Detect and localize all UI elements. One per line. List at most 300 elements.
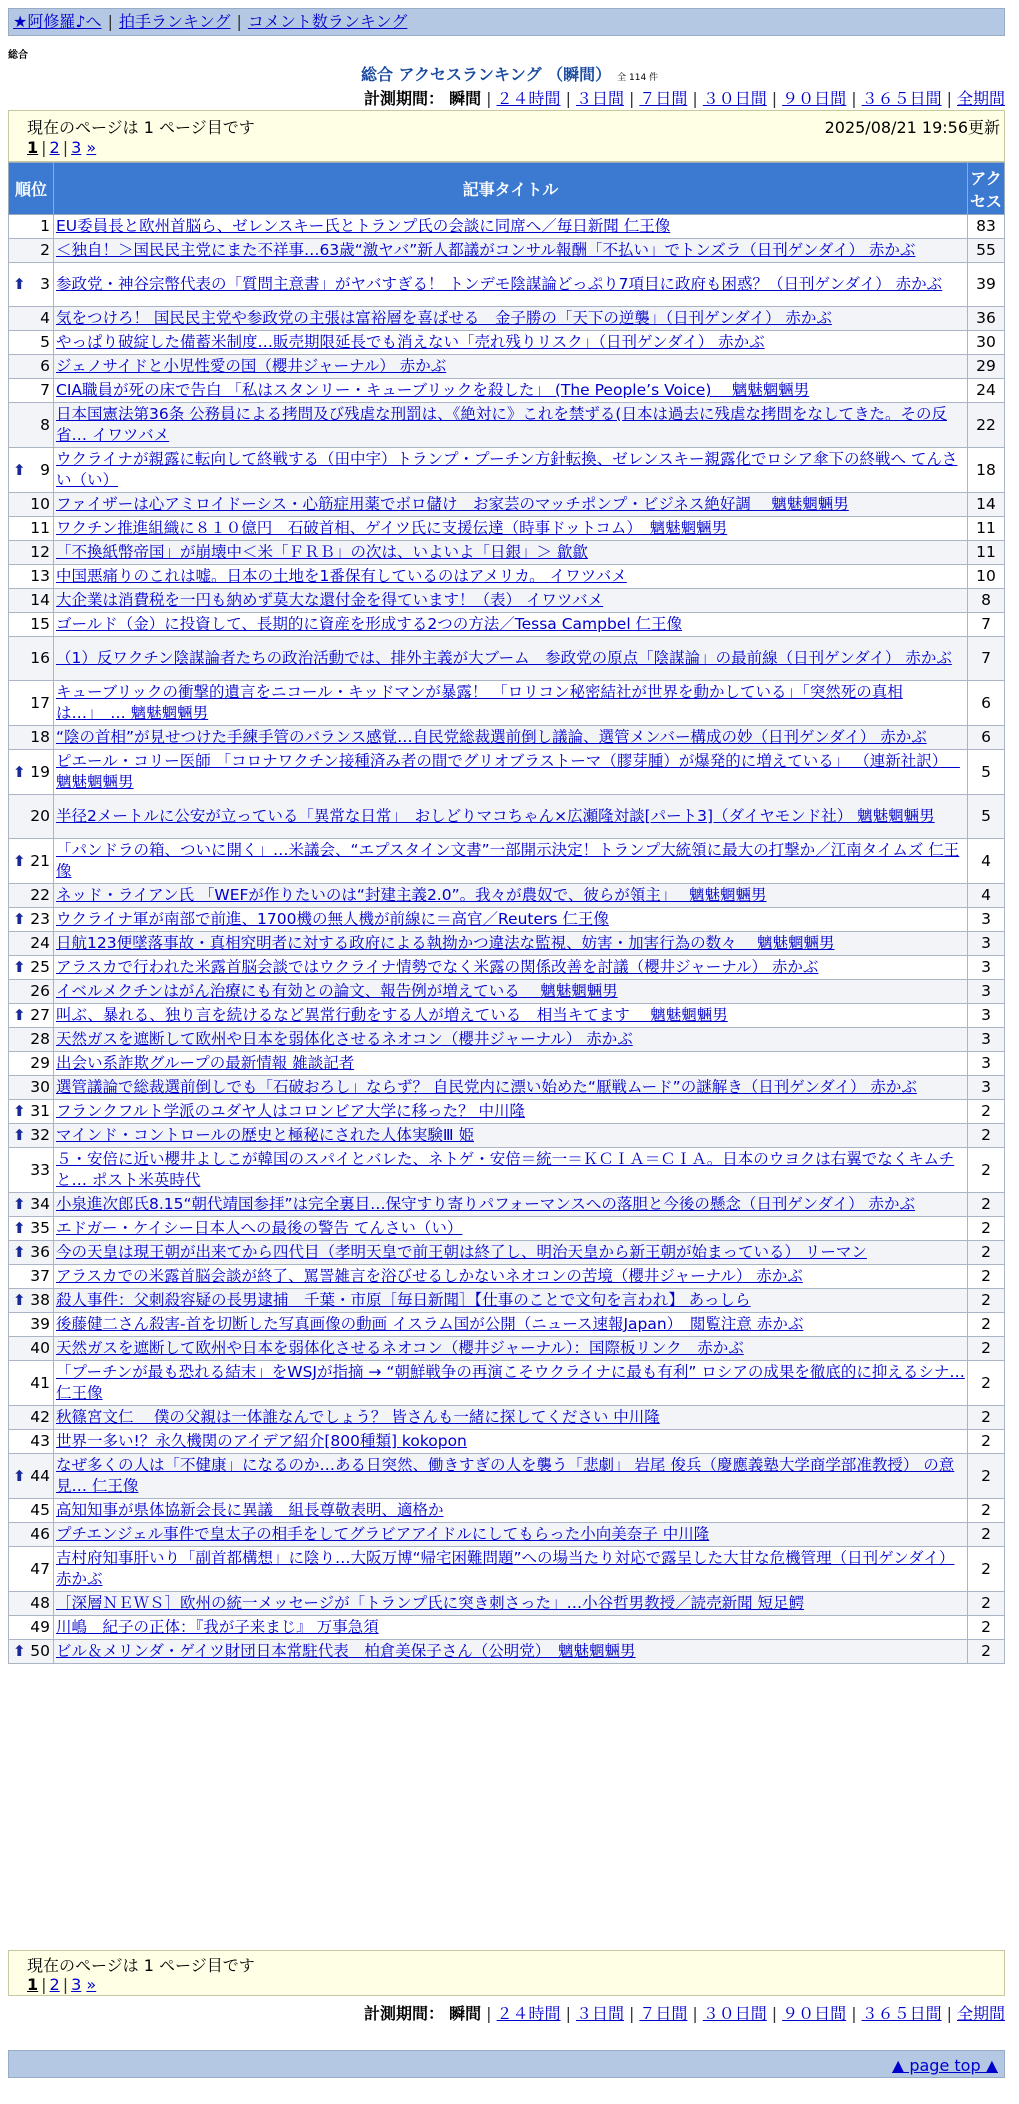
period-separator: |: [692, 2004, 698, 2023]
title-cell: [54, 1265, 968, 1289]
title-cell: [54, 1337, 968, 1361]
article-title-link[interactable]: プチエンジェル事件で皇太子の相手をしてグラビアアイドルにしてもらった小向美奈子 中川隆: [56, 1525, 710, 1543]
table-row: [9, 1004, 1005, 1028]
article-title-link[interactable]: ウクライナが親露に転向して終戦する（田中宇）トランプ・プーチン方針転換、ゼレンスキー親露化でロシア傘下の終戦へ てんさい（い）: [56, 450, 958, 489]
access-count: 2: [968, 1313, 1005, 1337]
title-cell: [54, 1640, 968, 1664]
access-count: 2: [968, 1124, 1005, 1148]
access-count: 5: [968, 750, 1005, 795]
title-cell: [54, 726, 968, 750]
period-all-link[interactable]: 全期間: [956, 2004, 1005, 2023]
article-title-link[interactable]: 日本国憲法第36条 公務員による拷問及び残虐な刑罰は、《絶対に》これを禁ずる(日本は過去に残虐な拷問をなしてきた。その反省… イワツバメ: [56, 405, 947, 444]
table-row: [9, 1430, 1005, 1454]
rank-number: 41: [30, 1373, 50, 1392]
rank-number: 32: [30, 1126, 50, 1144]
period-90d-link[interactable]: ９０日間: [782, 89, 847, 108]
title-cell: [54, 1454, 968, 1499]
table-row: [9, 331, 1005, 355]
rank-number: 47: [30, 1559, 50, 1578]
period-7d-link[interactable]: ７日間: [639, 2004, 688, 2023]
rank-number: 35: [30, 1219, 50, 1237]
rank-number: 30: [30, 1078, 50, 1096]
table-row: [9, 1076, 1005, 1100]
rank-cell: [9, 1592, 54, 1616]
rank-number: 50: [30, 1642, 50, 1660]
table-row: [9, 750, 1005, 795]
article-title-link[interactable]: 参政党・神谷宗幣代表の「質問主意書」がヤバすぎる！ トンデモ陰謀論どっぷり7項目に政府も困惑？（日刊ゲンダイ） 赤かぶ: [56, 275, 943, 293]
article-title-link[interactable]: 大企業は消費税を一円も納めず莫大な還付金を得ています！（表） イワツバメ: [56, 591, 604, 609]
rank-number: 14: [30, 591, 50, 609]
article-title-link[interactable]: エドガー・ケイシー日本人への最後の警告 てんさい（い）: [56, 1219, 463, 1237]
table-row: [9, 1640, 1005, 1664]
title-cell: [54, 1523, 968, 1547]
access-count: 11: [968, 541, 1005, 565]
rank-up-icon: ⬆: [13, 1243, 26, 1261]
article-title-link[interactable]: 気をつけろ！ 国民民主党や参政党の主張は富裕層を喜ばせる 金子勝の「天下の逆襲」（日刊ゲンダイ） 赤かぶ: [56, 309, 832, 327]
article-title-link[interactable]: 世界一多い!？永久機関のアイデア紹介[800種類] kokopon: [56, 1432, 467, 1450]
period-separator: |: [771, 2004, 778, 2023]
title-cell: [54, 331, 968, 355]
page-info-box-top: [8, 110, 1005, 162]
title-cell: [54, 637, 968, 681]
access-count: 2: [968, 1523, 1005, 1547]
article-title-link[interactable]: ＜独自！＞国民民主党にまた不祥事…63歳“激ヤバ”新人都議がコンサル報酬「不払い」でトンズラ（日刊ゲンダイ） 赤かぶ: [56, 241, 916, 259]
section-label: 総合: [8, 50, 28, 61]
rank-cell: [9, 980, 54, 1004]
rank-cell: [9, 1028, 54, 1052]
rank-number: 34: [30, 1195, 50, 1213]
access-count: 2: [968, 1406, 1005, 1430]
total-count: 全 114 件: [617, 73, 659, 83]
table-row: [9, 1499, 1005, 1523]
title-cell: [54, 1241, 968, 1265]
table-row: [9, 1217, 1005, 1241]
access-count: 11: [968, 517, 1005, 541]
period-7d-link[interactable]: ７日間: [639, 89, 688, 108]
period-90d-link[interactable]: ９０日間: [782, 2004, 847, 2023]
article-title-link[interactable]: 出会い系詐欺グループの最新情報 雑談記者: [56, 1054, 355, 1072]
table-row: [9, 1052, 1005, 1076]
article-title-link[interactable]: アラスカでの米露首脳会談が終了、罵詈雑言を浴びせるしかないネオコンの苦境（櫻井ジャーナル） 赤かぶ: [56, 1267, 803, 1285]
article-title-link[interactable]: ワクチン推進組織に８１０億円 石破首相、ゲイツ氏に支援伝達（時事ドットコム） 魑魅魍魎男: [56, 519, 728, 537]
nav-separator: |: [236, 12, 242, 31]
rank-cell: [9, 1337, 54, 1361]
table-row: [9, 1148, 1005, 1193]
article-title-link[interactable]: 叫ぶ、暴れる、独り言を続けるなど異常行動をする人が増えている 相当キてます 魑魅魍魎男: [56, 1006, 728, 1024]
article-title-link[interactable]: キューブリックの衝撃的遺言をニコール・キッドマンが暴露！ 「ロリコン秘密結社が世界を動かしている」「突然死の真相は…」 … 魑魅魍魎男: [56, 683, 903, 722]
article-title-link[interactable]: 今の天皇は現王朝が出来てから四代目（孝明天皇で前王朝は終了し、明治天皇から新王朝が始まっている） リーマン: [56, 1243, 867, 1261]
article-title-link[interactable]: 秋篠宮文仁 僕の父親は一体誰なんでしょう？ 皆さんも一緒に探してください 中川隆: [56, 1408, 660, 1426]
page-title-row: [0, 62, 1019, 85]
rank-cell: [9, 493, 54, 517]
article-title-link[interactable]: EU委員長と欧州首脳ら、ゼレンスキー氏とトランプ氏の会談に同席へ／毎日新聞 仁王像: [56, 217, 671, 235]
period-separator: |: [946, 89, 952, 108]
period-separator: |: [628, 89, 635, 108]
title-cell: [54, 613, 968, 637]
article-title-link[interactable]: ピエール・コリー医師 「コロナワクチン接種済み者の間でグリオブラストーマ（膠芽腫）が爆発的に増えている」 （連新社訳） 魑魅魍魎男: [56, 752, 960, 791]
article-title-link[interactable]: 半径2メートルに公安が立っている「異常な日常」 おしどりマコちゃん×広瀬隆対談[パート3]（ダイヤモンド社） 魑魅魍魎男: [56, 807, 935, 825]
rank-cell: [9, 795, 54, 839]
rank-number: 44: [30, 1466, 50, 1485]
title-cell: [54, 1076, 968, 1100]
article-title-link[interactable]: 殺人事件：父刺殺容疑の長男逮捕 千葉・市原［毎日新聞］【仕事のことで文句を言われ】 あっしら: [56, 1291, 751, 1309]
pager-page-3[interactable]: 3: [71, 1975, 82, 1994]
table-row: [9, 1241, 1005, 1265]
access-count: 14: [968, 493, 1005, 517]
rank-up-icon: ⬆: [13, 762, 26, 781]
rank-cell: [9, 884, 54, 908]
access-count: 2: [968, 1616, 1005, 1640]
pager-page-3[interactable]: 3: [71, 138, 82, 157]
rank-up-icon: ⬆: [13, 1642, 26, 1660]
table-row: [9, 448, 1005, 493]
title-cell: [54, 1406, 968, 1430]
pager-separator: |: [41, 138, 47, 157]
access-count: 8: [968, 589, 1005, 613]
article-title-link[interactable]: やっぱり破綻した備蓄米制度…販売期限延長でも消えない「売れ残りリスク」（日刊ゲンダイ） 赤かぶ: [56, 333, 765, 351]
period-30d-link[interactable]: ３０日間: [702, 2004, 767, 2023]
title-cell: [54, 1193, 968, 1217]
comment-ranking-link[interactable]: コメント数ランキング: [247, 12, 408, 31]
rank-cell: [9, 1076, 54, 1100]
access-count: 3: [968, 932, 1005, 956]
article-title-link[interactable]: なぜ多くの人は「不健康」になるのか…ある日突然、働きすぎの人を襲う「悲劇」 岩尾 俊兵（慶應義塾大学商学部准教授） の意見… 仁王像: [56, 1456, 955, 1495]
period-separator: |: [565, 2004, 571, 2023]
period-all-link[interactable]: 全期間: [956, 89, 1005, 108]
article-title-link[interactable]: 日航123便墜落事故・真相究明者に対する政府による執拗かつ違法な監視、妨害・加害行為の数々 魑魅魍魎男: [56, 934, 835, 952]
rank-number: 18: [30, 728, 50, 746]
article-title-link[interactable]: 小泉進次郎氏8.15“朝代靖国参拝”は完全裏目…保守すり寄りパフォーマンスへの落胆と今後の懸念（日刊ゲンダイ） 赤かぶ: [56, 1195, 916, 1213]
article-title-link[interactable]: 吉村府知事肝いり「副首都構想」に陰り…大阪万博“帰宅困難問題”への場当たり対応で露呈した大甘な危機管理（日刊ゲンダイ） 赤かぶ: [56, 1549, 955, 1588]
access-count: 7: [968, 637, 1005, 681]
table-row: [9, 263, 1005, 307]
title-cell: [54, 541, 968, 565]
rank-number: 19: [30, 762, 50, 781]
pager-current: 1: [27, 138, 39, 157]
rank-cell: [9, 517, 54, 541]
table-row: [9, 1289, 1005, 1313]
rank-number: 4: [40, 309, 50, 327]
table-row: [9, 956, 1005, 980]
article-title-link[interactable]: ビル＆メリンダ・ゲイツ財団日本常駐代表 柏倉美保子さん（公明党） 魑魅魍魎男: [56, 1642, 636, 1660]
rank-number: 10: [30, 495, 50, 513]
header-access: アクセス: [968, 163, 1005, 215]
title-cell: [54, 1124, 968, 1148]
title-cell: [54, 1028, 968, 1052]
rank-cell: [9, 681, 54, 726]
clap-ranking-link[interactable]: 拍手ランキング: [118, 12, 231, 31]
period-365d-link[interactable]: ３６５日間: [861, 2004, 942, 2023]
article-title-link[interactable]: ジェノサイドと小児性愛の国（櫻井ジャーナル） 赤かぶ: [56, 357, 447, 375]
period-3d-link[interactable]: ３日間: [575, 89, 624, 108]
ranking-table-body: [9, 215, 1005, 1664]
table-row: [9, 1361, 1005, 1406]
article-title-link[interactable]: ゴールド（金）に投資して、長期的に資産を形成する2つの方法／Tessa Campbel 仁王像: [56, 615, 683, 633]
access-count: 2: [968, 1241, 1005, 1265]
rank-number: 33: [30, 1160, 50, 1179]
rank-cell: [9, 355, 54, 379]
access-count: 2: [968, 1337, 1005, 1361]
table-row: [9, 932, 1005, 956]
article-title-link[interactable]: 川嶋 紀子の正体：『我が子来まじ』 万事急須: [56, 1618, 379, 1636]
rank-cell: [9, 839, 54, 884]
table-row: [9, 884, 1005, 908]
pager-bottom: [27, 1975, 96, 1994]
article-title-link[interactable]: 「プーチンが最も恐れる結末」をWSJが指摘 → “朝鮮戦争の再演こそウクライナに最も有利” ロシアの成果を徹底的に抑えるシナ… 仁王像: [56, 1363, 965, 1402]
article-title-link[interactable]: （1）反ワクチン陰謀論者たちの政治活動では、排外主義が大ブーム 参政党の原点「陰謀論」の最前線（日刊ゲンダイ） 赤かぶ: [56, 649, 952, 667]
article-title-link[interactable]: 中国悪痛りのこれは嘘。日本の土地を1番保有しているのはアメリカ。 イワツバメ: [56, 567, 627, 585]
rank-number: 16: [30, 649, 50, 667]
article-title-link[interactable]: 「不換紙幣帝国」が崩壊中＜米「ＦＲＢ」の次は、いよいよ「日銀」＞ 歙歙: [56, 543, 588, 561]
nav-separator: |: [107, 12, 113, 31]
rank-number: 38: [30, 1291, 50, 1309]
rank-cell: [9, 1406, 54, 1430]
access-count: 4: [968, 839, 1005, 884]
access-count: 2: [968, 1148, 1005, 1193]
table-row: [9, 1124, 1005, 1148]
access-count: 2: [968, 1430, 1005, 1454]
title-cell: [54, 1592, 968, 1616]
rank-number: 39: [30, 1315, 50, 1333]
rank-cell: [9, 263, 54, 307]
article-title-link[interactable]: ［深層ＮＥＷＳ］欧州の統一メッセージが「トランプ氏に突き刺さった」…小谷哲男教授／読売新聞 短足鰐: [56, 1594, 805, 1612]
rank-number: 24: [30, 934, 50, 952]
pager-next[interactable]: »: [86, 138, 97, 157]
rank-up-icon: ⬆: [13, 1291, 26, 1309]
page-info-box-bottom: [8, 1950, 1005, 1996]
rank-up-icon: ⬆: [13, 1126, 26, 1144]
article-title-link[interactable]: ファイザーは心アミロイドーシス・心筋症用薬でボロ儲け お家芸のマッチポンプ・ビジネス絶好調 魑魅魍魎男: [56, 495, 849, 513]
rank-number: 12: [30, 543, 50, 561]
title-cell: [54, 307, 968, 331]
access-count: 2: [968, 1289, 1005, 1313]
title-cell: [54, 980, 968, 1004]
rank-up-icon: ⬆: [13, 851, 26, 870]
home-link[interactable]: ★阿修羅♪へ: [13, 12, 102, 31]
period-3d-link[interactable]: ３日間: [575, 2004, 624, 2023]
rank-up-icon: ⬆: [13, 910, 26, 928]
table-row: [9, 355, 1005, 379]
table-row: [9, 1523, 1005, 1547]
rank-cell: [9, 379, 54, 403]
period-separator: |: [692, 89, 698, 108]
title-cell: [54, 565, 968, 589]
rank-number: 8: [40, 415, 50, 434]
access-count: 3: [968, 908, 1005, 932]
period-separator: |: [486, 89, 492, 108]
rank-number: 27: [30, 1006, 50, 1024]
rank-number: 31: [30, 1102, 50, 1120]
article-title-link[interactable]: “陰の首相”が見せつけた手練手管のバランス感覚…自民党総裁選前倒し議論、選管メンバー構成の妙（日刊ゲンダイ） 赤かぶ: [56, 728, 927, 746]
access-count: 3: [968, 1052, 1005, 1076]
updated-timestamp: 2025/08/21 19:56更新: [824, 118, 1000, 137]
rank-cell: [9, 956, 54, 980]
rank-number: 6: [40, 357, 50, 375]
article-title-link[interactable]: アラスカで行われた米露首脳会談ではウクライナ情勢でなく米露の関係改善を討議（櫻井ジャーナル） 赤かぶ: [56, 958, 819, 976]
rank-number: 29: [30, 1054, 50, 1072]
title-cell: [54, 795, 968, 839]
rank-number: 25: [30, 958, 50, 976]
access-count: 3: [968, 956, 1005, 980]
rank-cell: [9, 1499, 54, 1523]
access-count: 3: [968, 1076, 1005, 1100]
title-cell: [54, 1616, 968, 1640]
rank-cell: [9, 1616, 54, 1640]
access-count: 6: [968, 726, 1005, 750]
article-title-link[interactable]: 高知知事が県体協新会長に異議 組長尊敬表明、適格か: [56, 1501, 444, 1519]
article-title-link[interactable]: CIA職員が死の床で告白 「私はスタンリー・キューブリックを殺した」 (The People’s Voice) 魑魅魍魎男: [56, 381, 810, 399]
title-cell: [54, 1499, 968, 1523]
access-count: 2: [968, 1217, 1005, 1241]
title-cell: [54, 1361, 968, 1406]
rank-cell: [9, 1430, 54, 1454]
title-cell: [54, 1217, 968, 1241]
access-count: 2: [968, 1193, 1005, 1217]
access-count: 2: [968, 1547, 1005, 1592]
pager-top: [27, 138, 96, 157]
rank-cell: [9, 1004, 54, 1028]
access-count: 24: [968, 379, 1005, 403]
period-365d-link[interactable]: ３６５日間: [861, 89, 942, 108]
table-row: [9, 1313, 1005, 1337]
rank-number: 42: [30, 1408, 50, 1426]
pager-page-2[interactable]: 2: [49, 1975, 60, 1994]
period-30d-link[interactable]: ３０日間: [702, 89, 767, 108]
period-separator: |: [851, 89, 857, 108]
pager-separator: |: [62, 1975, 69, 1994]
access-count: 55: [968, 239, 1005, 263]
title-cell: [54, 750, 968, 795]
article-title-link[interactable]: 選管議論で総裁選前倒しでも「石破おろし」ならず？ 自民党内に漂い始めた“厭戦ムード”の謎解き（日刊ゲンダイ） 赤かぶ: [56, 1078, 917, 1096]
period-separator: |: [851, 2004, 857, 2023]
table-row: [9, 379, 1005, 403]
period-selector-top: [364, 86, 1005, 109]
rank-cell: [9, 1193, 54, 1217]
article-title-link[interactable]: ネッド・ライアン氏 「WEFが作りたいのは“封建主義2.0”。我々が農奴で、彼らが領主」 魑魅魍魎男: [56, 886, 767, 904]
access-count: 2: [968, 1265, 1005, 1289]
article-title-link[interactable]: フランクフルト学派のユダヤ人はコロンビア大学に移った？ 中川隆: [56, 1102, 525, 1120]
rank-up-icon: ⬆: [13, 1102, 26, 1120]
rank-cell: [9, 908, 54, 932]
rank-cell: [9, 726, 54, 750]
rank-cell: [9, 932, 54, 956]
rank-cell: [9, 1124, 54, 1148]
article-title-link[interactable]: ウクライナ軍が南部で前進、1700機の無人機が前線に＝高官／Reuters 仁王像: [56, 910, 609, 928]
pager-page-2[interactable]: 2: [49, 138, 60, 157]
title-cell: [54, 493, 968, 517]
title-cell: [54, 403, 968, 448]
title-cell: [54, 1430, 968, 1454]
title-cell: [54, 239, 968, 263]
article-title-link[interactable]: マインド・コントロールの歴史と極秘にされた人体実験Ⅲ 姫: [56, 1126, 474, 1144]
table-row: [9, 307, 1005, 331]
article-title-link[interactable]: 後藤健二さん殺害-首を切断した写真画像の動画 イスラム国が公開（ニュース速報Japan） 閲覧注意 赤かぶ: [56, 1315, 804, 1333]
rank-number: 22: [30, 886, 50, 904]
rank-cell: [9, 1217, 54, 1241]
rank-up-icon: ⬆: [13, 460, 26, 479]
article-title-link[interactable]: イベルメクチンはがん治療にも有効との論文、報告例が増えている 魑魅魍魎男: [56, 982, 618, 1000]
access-count: 2: [968, 1361, 1005, 1406]
access-count: 22: [968, 403, 1005, 448]
table-row: [9, 726, 1005, 750]
period-label: 計測期間：: [364, 89, 445, 108]
table-row: [9, 1547, 1005, 1592]
rank-cell: [9, 589, 54, 613]
pager-next[interactable]: »: [86, 1975, 97, 1994]
rank-cell: [9, 541, 54, 565]
table-row: [9, 1265, 1005, 1289]
page-info: 現在のページは 1 ページ目です: [27, 118, 255, 137]
table-row: [9, 589, 1005, 613]
page-title: 総合 アクセスランキング （瞬間）: [360, 65, 612, 84]
rank-number: 1: [40, 217, 50, 235]
header-title: 記事タイトル: [54, 163, 968, 215]
rank-number: 36: [30, 1243, 50, 1261]
pager-separator: |: [62, 138, 69, 157]
ranking-table: [8, 162, 1005, 1664]
rank-number: 13: [30, 567, 50, 585]
rank-number: 23: [30, 910, 50, 928]
access-count: 30: [968, 331, 1005, 355]
title-cell: [54, 956, 968, 980]
rank-cell: [9, 1547, 54, 1592]
table-row: [9, 1592, 1005, 1616]
period-separator: |: [486, 2004, 492, 2023]
page-top-link[interactable]: ▲ page top ▲: [891, 2056, 998, 2075]
article-title-link[interactable]: ５・安倍に近い櫻井よしこが韓国のスパイとバレた、ネトゲ・安倍＝統一＝ＫＣＩＡ＝ＣＩＡ。日本のウヨクは右翼でなくキムチと… ポスト米英時代: [56, 1150, 955, 1189]
rank-cell: [9, 1640, 54, 1664]
title-cell: [54, 1313, 968, 1337]
rank-cell: [9, 239, 54, 263]
title-cell: [54, 355, 968, 379]
title-cell: [54, 263, 968, 307]
rank-cell: [9, 448, 54, 493]
rank-number: 43: [30, 1432, 50, 1450]
table-row: [9, 1616, 1005, 1640]
period-24h-link[interactable]: ２４時間: [496, 2004, 561, 2023]
title-cell: [54, 908, 968, 932]
title-cell: [54, 379, 968, 403]
rank-cell: [9, 1241, 54, 1265]
table-row: [9, 517, 1005, 541]
rank-number: 11: [30, 519, 50, 537]
article-title-link[interactable]: 天然ガスを遮断して欧州や日本を弱体化させるネオコン（櫻井ジャーナル） 赤かぶ: [56, 1030, 633, 1048]
title-cell: [54, 681, 968, 726]
table-row: [9, 239, 1005, 263]
access-count: 3: [968, 980, 1005, 1004]
access-count: 18: [968, 448, 1005, 493]
rank-number: 9: [40, 460, 50, 479]
rank-cell: [9, 1289, 54, 1313]
table-row: [9, 1193, 1005, 1217]
table-row: [9, 403, 1005, 448]
article-title-link[interactable]: 天然ガスを遮断して欧州や日本を弱体化させるネオコン（櫻井ジャーナル）：国際板リンク 赤かぶ: [56, 1339, 744, 1357]
period-separator: |: [565, 89, 571, 108]
rank-number: 48: [30, 1594, 50, 1612]
rank-number: 49: [30, 1618, 50, 1636]
table-row: [9, 839, 1005, 884]
article-title-link[interactable]: 「パンドラの箱、ついに開く」…米議会、“エプスタイン文書”一部開示決定！トランプ大統領に最大の打撃か／江南タイムズ 仁王像: [56, 841, 960, 880]
access-count: 2: [968, 1100, 1005, 1124]
rank-cell: [9, 1313, 54, 1337]
rank-cell: [9, 403, 54, 448]
table-row: [9, 795, 1005, 839]
period-24h-link[interactable]: ２４時間: [496, 89, 561, 108]
title-cell: [54, 839, 968, 884]
table-row: [9, 493, 1005, 517]
rank-number: 2: [40, 241, 50, 259]
access-count: 7: [968, 613, 1005, 637]
